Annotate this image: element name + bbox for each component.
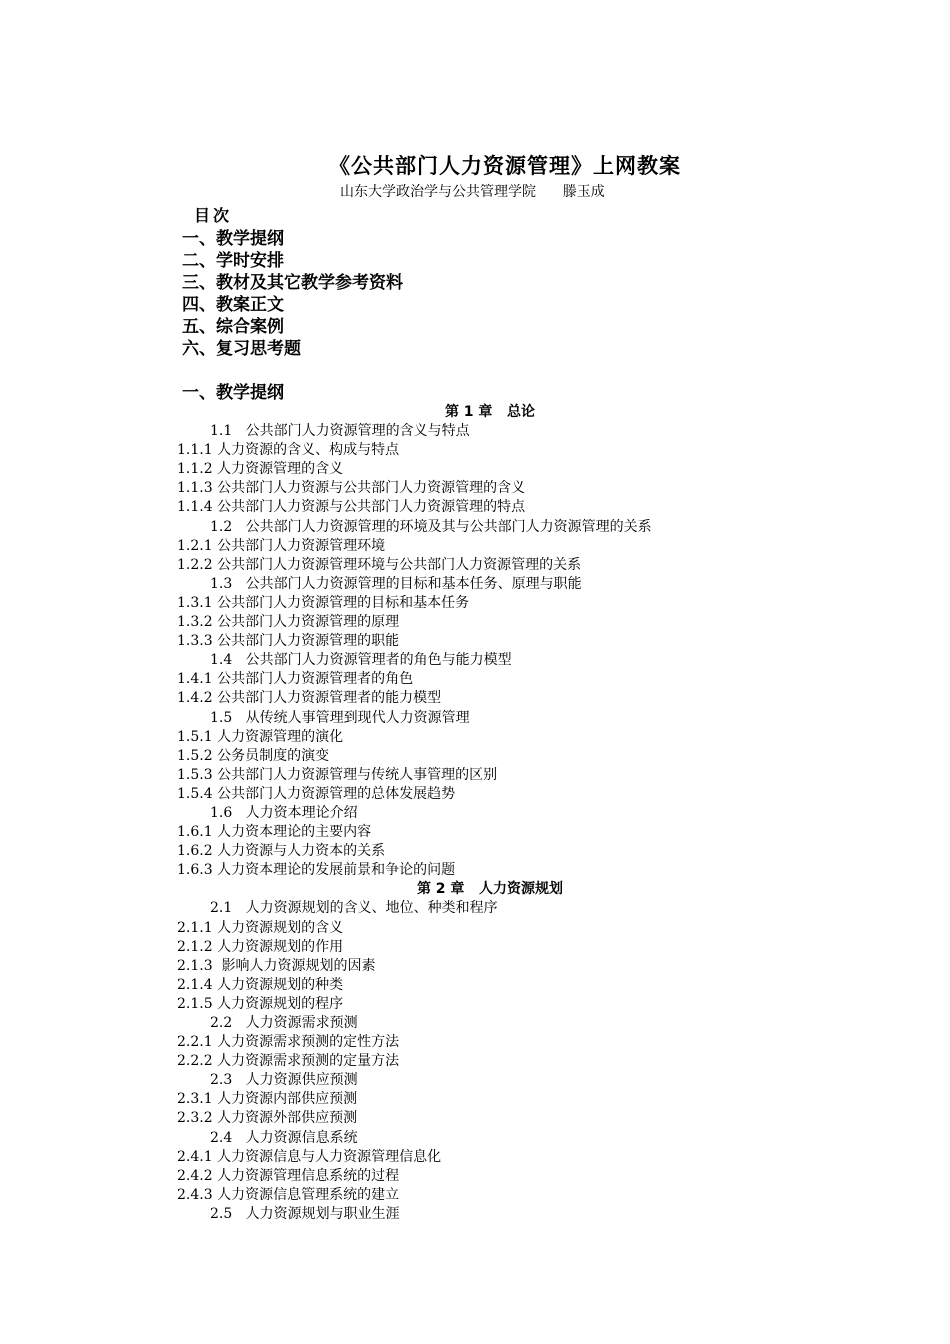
toc-item: 四、教案正文 xyxy=(182,295,284,315)
author-line: 山东大学政治学与公共管理学院 滕玉成 xyxy=(340,184,605,200)
outline-subsection: 1.1.3 公共部门人力资源与公共部门人力资源管理的含义 xyxy=(177,480,526,497)
outline-subsection: 1.2.1 公共部门人力资源管理环境 xyxy=(177,537,386,554)
outline-subsection: 1.2.2 公共部门人力资源管理环境与公共部门人力资源管理的关系 xyxy=(177,556,582,573)
outline-subsection: 1.5.1 人力资源管理的演化 xyxy=(177,728,344,745)
outline-subsection: 1.6.2 人力资源与人力资本的关系 xyxy=(177,843,386,860)
outline-subsection: 1.3.2 公共部门人力资源管理的原理 xyxy=(177,614,400,631)
outline-subsection: 1.3.3 公共部门人力资源管理的职能 xyxy=(177,633,400,650)
outline-subsection: 1.6.3 人力资本理论的发展前景和争论的问题 xyxy=(177,862,456,879)
outline-subsection: 1.4.1 公共部门人力资源管理者的角色 xyxy=(177,671,414,688)
outline-subsection: 2.1.5 人力资源规划的程序 xyxy=(177,995,344,1012)
outline-subsection: 1.3.1 公共部门人力资源管理的目标和基本任务 xyxy=(177,594,470,611)
document-title: 《公共部门人力资源管理》上网教案 xyxy=(329,154,681,178)
outline-subsection: 1.1.4 公共部门人力资源与公共部门人力资源管理的特点 xyxy=(177,499,526,516)
section-heading: 一、教学提纲 xyxy=(182,383,284,403)
outline-subsection: 2.1.4 人力资源规划的种类 xyxy=(177,976,344,993)
outline-section: 2.4 人力资源信息系统 xyxy=(210,1129,358,1146)
outline-subsection: 2.4.1 人力资源信息与人力资源管理信息化 xyxy=(177,1148,442,1165)
outline-subsection: 1.6.1 人力资本理论的主要内容 xyxy=(177,824,372,841)
outline-subsection: 2.1.2 人力资源规划的作用 xyxy=(177,938,344,955)
outline-subsection: 2.4.3 人力资源信息管理系统的建立 xyxy=(177,1186,400,1203)
outline-subsection: 2.3.2 人力资源外部供应预测 xyxy=(177,1110,358,1127)
outline-subsection: 2.2.1 人力资源需求预测的定性方法 xyxy=(177,1034,400,1051)
toc-item: 二、学时安排 xyxy=(182,251,284,271)
toc-item: 五、综合案例 xyxy=(182,317,284,337)
toc-heading: 目次 xyxy=(194,206,233,225)
toc-item: 三、教材及其它教学参考资料 xyxy=(182,273,403,293)
outline-subsection: 1.5.2 公务员制度的演变 xyxy=(177,747,330,764)
chapter-heading: 第 2 章 人力资源规划 xyxy=(416,881,564,898)
outline-section: 1.3 公共部门人力资源管理的目标和基本任务、原理与职能 xyxy=(210,575,582,592)
outline-subsection: 2.4.2 人力资源管理信息系统的过程 xyxy=(177,1167,400,1184)
outline-section: 1.5 从传统人事管理到现代人力资源管理 xyxy=(210,709,470,726)
outline-section: 2.5 人力资源规划与职业生涯 xyxy=(210,1205,400,1222)
chapter-heading: 第 1 章 总论 xyxy=(444,404,536,420)
toc-item: 一、教学提纲 xyxy=(182,229,284,249)
outline-section: 1.4 公共部门人力资源管理者的角色与能力模型 xyxy=(210,652,512,669)
outline-subsection: 2.2.2 人力资源需求预测的定量方法 xyxy=(177,1053,400,1070)
toc-item: 六、复习思考题 xyxy=(182,339,301,359)
outline-section: 2.2 人力资源需求预测 xyxy=(210,1015,358,1031)
outline-section: 1.1 公共部门人力资源管理的含义与特点 xyxy=(210,423,470,440)
outline-subsection: 2.1.3 影响人力资源规划的因素 xyxy=(177,957,376,974)
outline-section: 2.1 人力资源规划的含义、地位、种类和程序 xyxy=(210,900,498,917)
outline-section: 2.3 人力资源供应预测 xyxy=(210,1072,358,1089)
outline-section: 1.2 公共部门人力资源管理的环境及其与公共部门人力资源管理的关系 xyxy=(210,518,652,535)
table-of-contents xyxy=(182,228,403,360)
outline-subsection: 2.1.1 人力资源规划的含义 xyxy=(177,919,344,936)
outline-subsection: 2.3.1 人力资源内部供应预测 xyxy=(177,1091,358,1108)
teaching-outline xyxy=(0,403,950,1224)
outline-subsection: 1.4.2 公共部门人力资源管理者的能力模型 xyxy=(177,690,442,707)
outline-subsection: 1.1.2 人力资源管理的含义 xyxy=(177,461,344,478)
outline-subsection: 1.1.1 人力资源的含义、构成与特点 xyxy=(177,442,400,459)
outline-subsection: 1.5.4 公共部门人力资源管理的总体发展趋势 xyxy=(177,785,456,802)
outline-section: 1.6 人力资本理论介绍 xyxy=(210,804,358,821)
outline-subsection: 1.5.3 公共部门人力资源管理与传统人事管理的区别 xyxy=(177,766,498,783)
